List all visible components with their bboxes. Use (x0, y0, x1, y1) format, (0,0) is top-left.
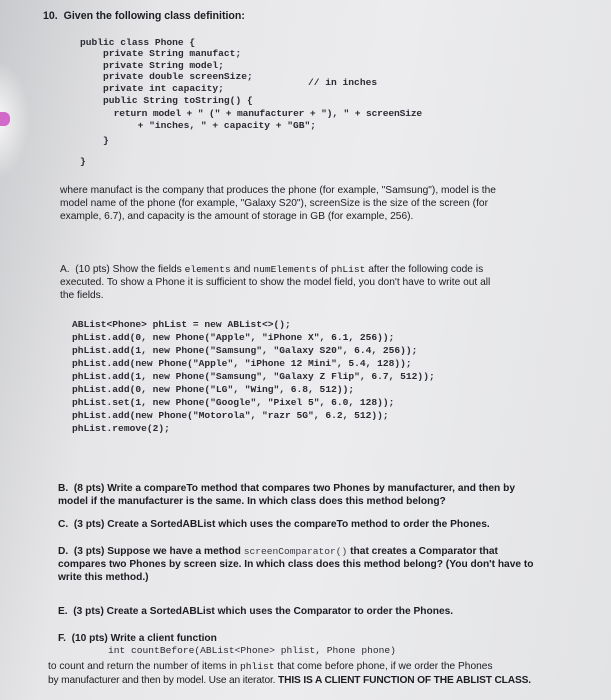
part-f-line (48, 660, 493, 673)
part-a-text: of (316, 264, 331, 275)
part-f-text: to count and return the number of items in (48, 661, 240, 672)
part-d-line (58, 545, 498, 558)
code-line: phList.add(new Phone("Apple", "iPhone 12 Mini", 5.4, 128)); (72, 358, 412, 369)
code-line: } (80, 156, 86, 167)
code-line: phList.add(1, new Phone("Samsung", "Galaxy Z Flip", 6.7, 512)); (72, 371, 435, 382)
part-d-text: compares two Phones by screen size. In which class does this method belong? (58, 559, 446, 570)
code-phlist: phlist (239, 661, 275, 672)
code-line: phList.add(0, new Phone("LG", "Wing", 6.8, 512)); (72, 384, 355, 395)
part-f-text: that come before phone, if we order the Phones (274, 661, 493, 672)
description-line: model name of the phone (for example, "Galaxy S20"), screenSize is the size of the screen (for (60, 198, 488, 209)
part-b-line: model if the manufacturer is the same. In which class does this method belong? (58, 496, 446, 507)
part-a-line (60, 263, 483, 276)
code-line: phList.remove(2); (72, 423, 170, 434)
part-d-line (58, 558, 533, 571)
code-line: public class Phone { (80, 37, 196, 48)
code-line: private String manufact; (80, 48, 242, 59)
part-f-line: F. (10 pts) Write a client function (58, 633, 217, 644)
part-a-line: executed. To show a Phone it is sufficient to show the model field, you don't have to write out all (60, 277, 491, 288)
code-numelements: numElements (253, 264, 317, 275)
code-line: private int capacity; (80, 83, 224, 94)
part-a-text: A. (10 pts) Show the fields (60, 264, 185, 275)
part-f-text: by manufacturer and then by model. Use an iterator. (48, 675, 279, 686)
part-f-emphasis: THIS IS A CLIENT FUNCTION OF THE ABLIST CLASS. (278, 675, 531, 686)
code-elements: elements (184, 264, 231, 275)
part-a-text: after the following code is (365, 264, 484, 275)
function-signature: int countBefore(ABList<Phone> phlist, Phone phone) (108, 645, 396, 656)
code-line: private double screenSize; (80, 71, 253, 82)
description-line: example, 6.7), and capacity is the amount of storage in GB (for example, 256). (60, 211, 414, 222)
code-screencomparator: screenComparator() (243, 546, 348, 557)
code-line: + "inches, " + capacity + "GB"; (80, 120, 317, 131)
description-line: where manufact is the company that produces the phone (for example, "Samsung"), model is the (60, 185, 496, 196)
code-line: private String model; (80, 60, 224, 71)
code-line: phList.add(1, new Phone("Samsung", "Galaxy S20", 6.4, 256)); (72, 345, 418, 356)
code-line: ABList<Phone> phList = new ABList<>(); (72, 319, 291, 330)
code-line: phList.add(0, new Phone("Apple", "iPhone X", 6.1, 256)); (72, 332, 395, 343)
code-line: phList.set(1, new Phone("Google", "Pixel 5", 6.0, 128)); (72, 397, 395, 408)
part-b-line: B. (8 pts) Write a compareTo method that compares two Phones by manufacturer, and then by (58, 483, 516, 494)
part-a-text: and (230, 264, 254, 275)
part-d-text: that creates a Comparator that (347, 546, 498, 557)
question-title: 10. Given the following class definition: (43, 10, 245, 22)
code-phlist: phList (330, 264, 366, 275)
part-c-line: C. (3 pts) Create a SortedABList which uses the compareTo method to order the Phones. (58, 519, 490, 530)
part-e-line: E. (3 pts) Create a SortedABList which uses the Comparator to order the Phones. (58, 606, 454, 617)
code-comment: // in inches (308, 77, 378, 88)
part-d-text: D. (3 pts) Suppose we have a method (58, 546, 244, 557)
part-d-emphasis: (You don't have to (445, 559, 534, 570)
edge-marker (0, 112, 10, 126)
code-line: } (80, 135, 109, 146)
part-d-line: write this method.) (58, 572, 149, 583)
code-line: public String toString() { (80, 95, 253, 106)
part-a-line: the fields. (60, 290, 104, 301)
code-line: phList.add(new Phone("Motorola", "razr 5G", 6.2, 512)); (72, 410, 389, 421)
code-line: return model + " (" + manufacturer + "), " + screenSize (80, 108, 423, 119)
part-f-line (48, 674, 531, 687)
